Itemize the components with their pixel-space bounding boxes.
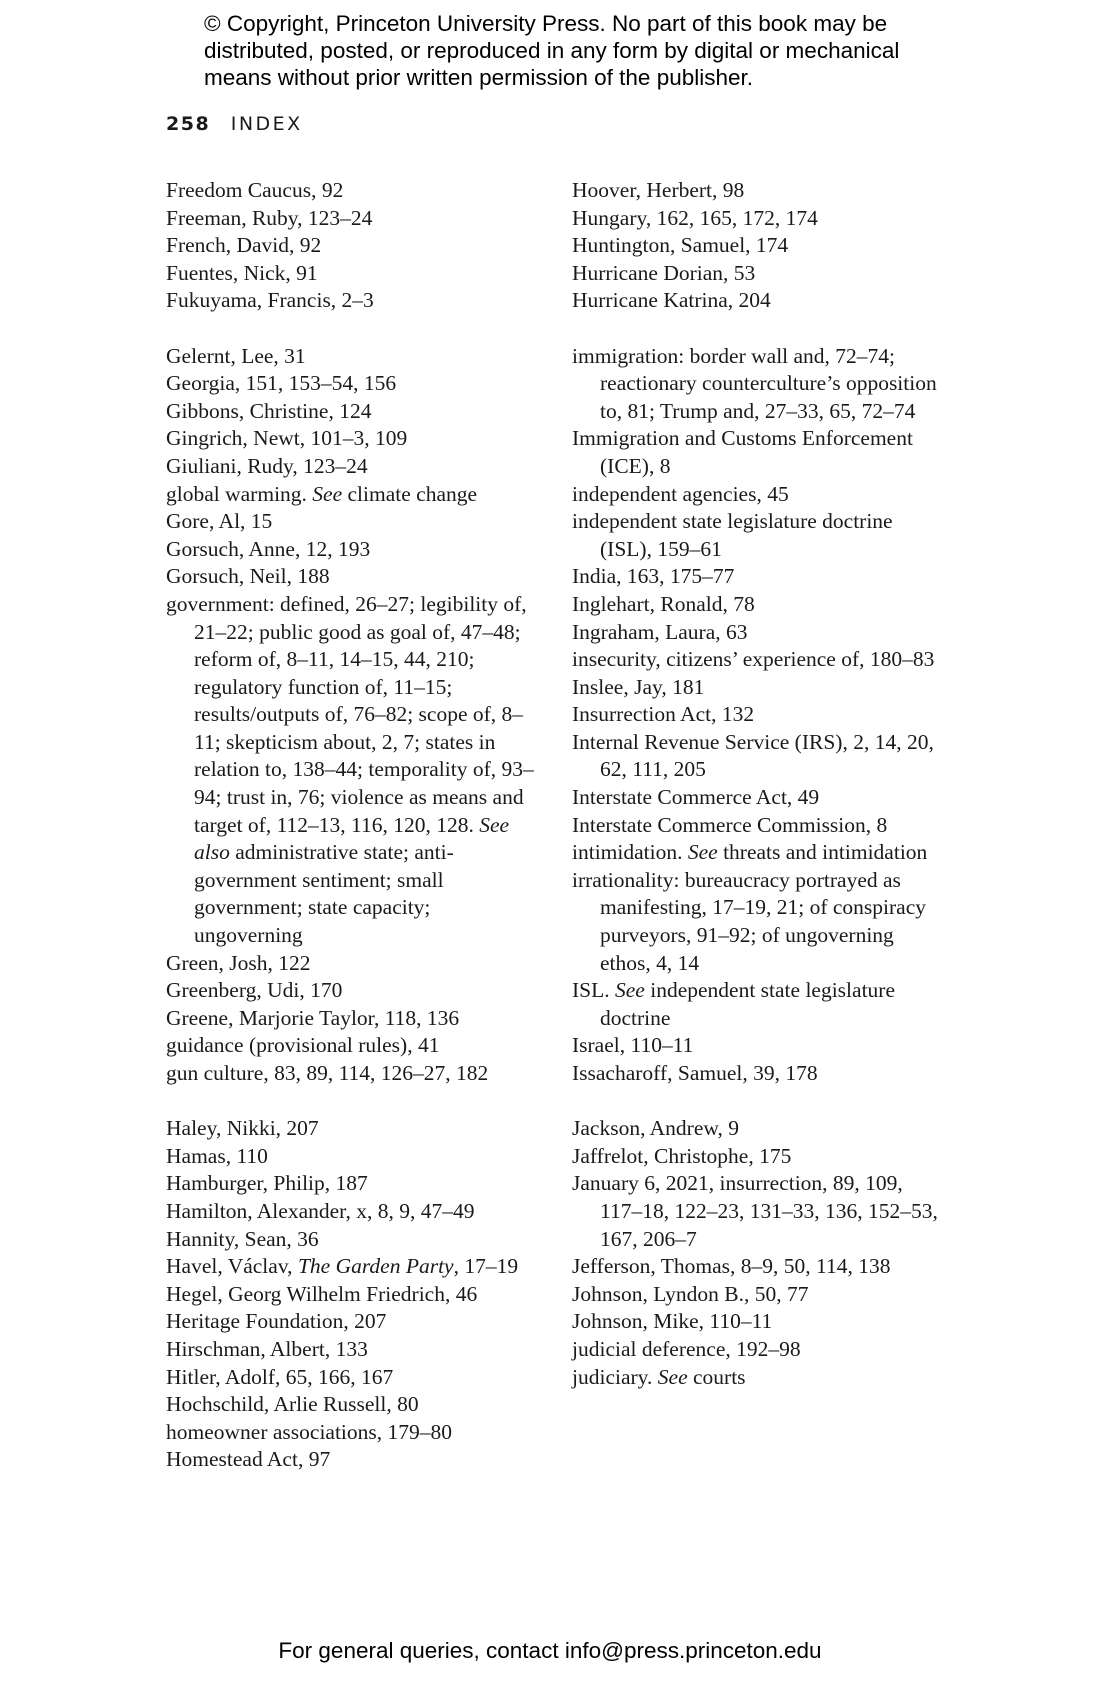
- index-entry-text: Hochschild, Arlie Russell, 80: [166, 1392, 419, 1417]
- index-entry: [166, 1060, 538, 1088]
- letter-group-gap: [166, 315, 538, 343]
- index-entry: [572, 1115, 944, 1143]
- index-entry-text: courts: [687, 1364, 746, 1389]
- index-column-right: [572, 177, 944, 1391]
- index-entry-text: Giuliani, Rudy, 123–24: [166, 453, 368, 478]
- index-entry: [166, 977, 538, 1005]
- index-entry: [166, 260, 538, 288]
- index-entry: [166, 398, 538, 426]
- index-entry: [166, 508, 538, 536]
- index-entry: [572, 701, 944, 729]
- index-entry-text: administrative state; anti-government sentiment; small government; state capacity; ungoverning: [194, 840, 454, 948]
- index-entry: [572, 977, 944, 1032]
- index-entry-text: immigration: border wall and, 72–74; reactionary counterculture’s opposition to, 81; Trump and, 27–33, 65, 72–74: [572, 343, 937, 423]
- index-entry-text: January 6, 2021, insurrection, 89, 109, 117–18, 122–23, 131–33, 136, 152–53, 167, 206–7: [572, 1171, 938, 1251]
- index-entry-text: intimidation.: [572, 840, 688, 865]
- index-entry: [572, 343, 944, 426]
- index-entry-text: Gingrich, Newt, 101–3, 109: [166, 426, 408, 451]
- index-entry-text: , 17–19: [453, 1254, 519, 1279]
- page-number: 258: [166, 113, 211, 135]
- index-entry-text: Havel, Václav,: [166, 1254, 298, 1279]
- index-entry: [572, 1336, 944, 1364]
- index-entry-text: Greenberg, Udi, 170: [166, 978, 343, 1003]
- index-entry: [572, 1253, 944, 1281]
- index-entry: [572, 674, 944, 702]
- index-entry: [572, 260, 944, 288]
- index-entry-text: guidance (provisional rules), 41: [166, 1033, 440, 1058]
- running-title: INDEX: [230, 113, 303, 135]
- index-entry: [166, 591, 538, 950]
- index-entry-text: Ingraham, Laura, 63: [572, 619, 748, 644]
- index-entry: [166, 563, 538, 591]
- index-entry: [572, 1308, 944, 1336]
- index-entry: [166, 1391, 538, 1419]
- index-entry: [166, 950, 538, 978]
- index-entry-text: Gibbons, Christine, 124: [166, 398, 372, 423]
- index-entry: [166, 481, 538, 509]
- index-entry: [572, 646, 944, 674]
- index-entry: [572, 1170, 944, 1253]
- index-entry-text: Issacharoff, Samuel, 39, 178: [572, 1061, 818, 1085]
- index-entry-text: irrationality: bureaucracy portrayed as manifesting, 17–19, 21; of conspiracy purveyors, 91–92; of ungoverning ethos, 4, 14: [572, 867, 927, 975]
- running-header: [166, 113, 303, 135]
- cross-reference-term: See: [687, 840, 718, 865]
- index-entry: [572, 812, 944, 840]
- index-entry-text: Gore, Al, 15: [166, 509, 273, 534]
- index-entry: [166, 1226, 538, 1254]
- index-entry: [166, 1032, 538, 1060]
- index-entry-text: Gelernt, Lee, 31: [166, 343, 306, 368]
- index-entry: [572, 205, 944, 233]
- index-entry: [166, 1170, 538, 1198]
- index-entry: [166, 343, 538, 371]
- index-entry: [572, 867, 944, 977]
- cross-reference-term: See also: [194, 812, 510, 865]
- cross-reference-term: The Garden Party: [297, 1254, 454, 1279]
- letter-group-gap: [572, 1088, 944, 1116]
- index-entry-text: government: defined, 26–27; legibility of, 21–22; public good as goal of, 47–48; reform of, 8–11, 14–15, 44, 210; regulatory function of, 11–15; results/outputs of, 76–82; scope of, 8–11; skepticism about, 2, 7; states in relation to, 138–44; temporality of, 93–94; trust in, 76; violence as means and target of, 112–13, 116, 120, 128.: [166, 591, 534, 837]
- index-entry-text: independent state legislature doctrine (ISL), 159–61: [572, 509, 893, 561]
- index-entry-text: Interstate Commerce Act, 49: [572, 785, 820, 810]
- index-entry-text: independent agencies, 45: [572, 481, 789, 506]
- index-entry-text: Johnson, Mike, 110–11: [572, 1309, 773, 1334]
- index-entry: [166, 1336, 538, 1364]
- index-entry: [572, 591, 944, 619]
- index-entry-text: Greene, Marjorie Taylor, 118, 136: [166, 1005, 460, 1030]
- index-entry: [572, 784, 944, 812]
- index-entry: [572, 1364, 944, 1392]
- index-entry: [572, 619, 944, 647]
- index-entry-text: Jefferson, Thomas, 8–9, 50, 114, 138: [572, 1254, 891, 1279]
- index-entry: [572, 1281, 944, 1309]
- letter-group-gap: [166, 1088, 538, 1116]
- index-entry-text: Jackson, Andrew, 9: [572, 1116, 739, 1141]
- index-entry-text: Hitler, Adolf, 65, 166, 167: [166, 1364, 394, 1389]
- index-entry-text: Green, Josh, 122: [166, 950, 311, 975]
- index-entry-text: threats and intimidation: [717, 840, 928, 865]
- index-entry: [572, 425, 944, 480]
- index-entry-text: Gorsuch, Anne, 12, 193: [166, 536, 371, 561]
- index-entry-text: Hamas, 110: [166, 1143, 268, 1168]
- index-entry: [166, 1198, 538, 1226]
- cross-reference-term: See: [657, 1364, 688, 1389]
- index-entry: [166, 370, 538, 398]
- index-entry-text: Jaffrelot, Christophe, 175: [572, 1143, 792, 1168]
- index-entry: [166, 536, 538, 564]
- index-entry-text: Immigration and Customs Enforcement (ICE), 8: [572, 426, 913, 478]
- index-entry: [166, 205, 538, 233]
- index-entry-text: India, 163, 175–77: [572, 564, 735, 589]
- index-entry-text: homeowner associations, 179–80: [166, 1419, 453, 1444]
- index-entry-text: French, David, 92: [166, 233, 322, 258]
- index-entry: [572, 839, 944, 867]
- index-entry: [166, 1005, 538, 1033]
- index-entry: [572, 1143, 944, 1171]
- index-entry-text: Freeman, Ruby, 123–24: [166, 205, 373, 230]
- index-entry-text: Israel, 110–11: [572, 1033, 694, 1058]
- index-entry-text: Freedom Caucus, 92: [166, 178, 344, 202]
- index-entry: [572, 1060, 944, 1088]
- index-entry-text: Fukuyama, Francis, 2–3: [166, 288, 374, 313]
- index-entry-text: Interstate Commerce Commission, 8: [572, 812, 888, 837]
- index-entry: [166, 232, 538, 260]
- index-entry: [166, 453, 538, 481]
- index-entry: [572, 287, 944, 315]
- index-entry-text: Hirschman, Albert, 133: [166, 1336, 368, 1361]
- index-entry-text: Hamburger, Philip, 187: [166, 1171, 368, 1196]
- index-entry: [572, 481, 944, 509]
- index-entry-text: climate change: [342, 481, 478, 506]
- cross-reference-term: See: [615, 978, 645, 1003]
- index-entry-text: Huntington, Samuel, 174: [572, 233, 789, 258]
- index-entry-text: Haley, Nikki, 207: [166, 1116, 319, 1141]
- index-entry-text: Georgia, 151, 153–54, 156: [166, 371, 397, 396]
- index-entry: [166, 1115, 538, 1143]
- index-entry-text: Johnson, Lyndon B., 50, 77: [572, 1281, 809, 1306]
- index-entry-text: gun culture, 83, 89, 114, 126–27, 182: [166, 1061, 489, 1085]
- index-entry-text: Gorsuch, Neil, 188: [166, 564, 330, 589]
- index-entry-text: independent state legislature doctrine: [600, 978, 895, 1030]
- index-entry: [572, 729, 944, 784]
- index-entry-text: Hurricane Katrina, 204: [572, 288, 771, 313]
- index-entry-text: Hoover, Herbert, 98: [572, 178, 745, 202]
- index-entry: [166, 1308, 538, 1336]
- copyright-notice: © Copyright, Princeton University Press. No part of this book may be distributed, posted, or reproduced in any form by digital or mechanical means without prior written permission of the publisher.: [204, 11, 900, 90]
- index-entry-text: Hurricane Dorian, 53: [572, 260, 756, 285]
- index-entry: [166, 1253, 538, 1281]
- index-entry: [166, 1446, 538, 1474]
- index-entry-text: Inslee, Jay, 181: [572, 674, 705, 699]
- index-entry-text: Internal Revenue Service (IRS), 2, 14, 20, 62, 111, 205: [572, 729, 934, 782]
- index-entry: [572, 177, 944, 205]
- index-entry-text: judicial deference, 192–98: [572, 1336, 801, 1361]
- index-entry-text: Inglehart, Ronald, 78: [572, 591, 755, 616]
- index-entry-text: Hamilton, Alexander, x, 8, 9, 47–49: [166, 1198, 475, 1223]
- index-entry: [166, 177, 538, 205]
- index-entry-text: Insurrection Act, 132: [572, 702, 755, 727]
- index-entry: [572, 1032, 944, 1060]
- index-entry: [166, 425, 538, 453]
- index-entry: [572, 508, 944, 563]
- index-entry: [166, 1281, 538, 1309]
- index-entry-text: Homestead Act, 97: [166, 1447, 331, 1472]
- index-entry-text: Hungary, 162, 165, 172, 174: [572, 205, 818, 230]
- index-entry: [166, 287, 538, 315]
- index-entry-text: judiciary.: [572, 1364, 658, 1389]
- index-entry: [166, 1419, 538, 1447]
- index-entry-text: Heritage Foundation, 207: [166, 1309, 387, 1334]
- index-entry-text: global warming.: [166, 481, 313, 506]
- index-entry: [572, 563, 944, 591]
- index-column-left: [166, 177, 538, 1474]
- index-entry: [572, 232, 944, 260]
- index-entry-text: Hannity, Sean, 36: [166, 1226, 319, 1251]
- index-entry-text: ISL.: [572, 978, 615, 1003]
- contact-footer: For general queries, contact info@press.princeton.edu: [278, 1638, 822, 1663]
- index-entry: [166, 1143, 538, 1171]
- index-entry-text: Hegel, Georg Wilhelm Friedrich, 46: [166, 1281, 478, 1306]
- index-entry: [166, 1364, 538, 1392]
- index-entry-text: Fuentes, Nick, 91: [166, 260, 318, 285]
- letter-group-gap: [572, 315, 944, 343]
- cross-reference-term: See: [312, 481, 343, 506]
- index-entry-text: insecurity, citizens’ experience of, 180–83: [572, 647, 935, 672]
